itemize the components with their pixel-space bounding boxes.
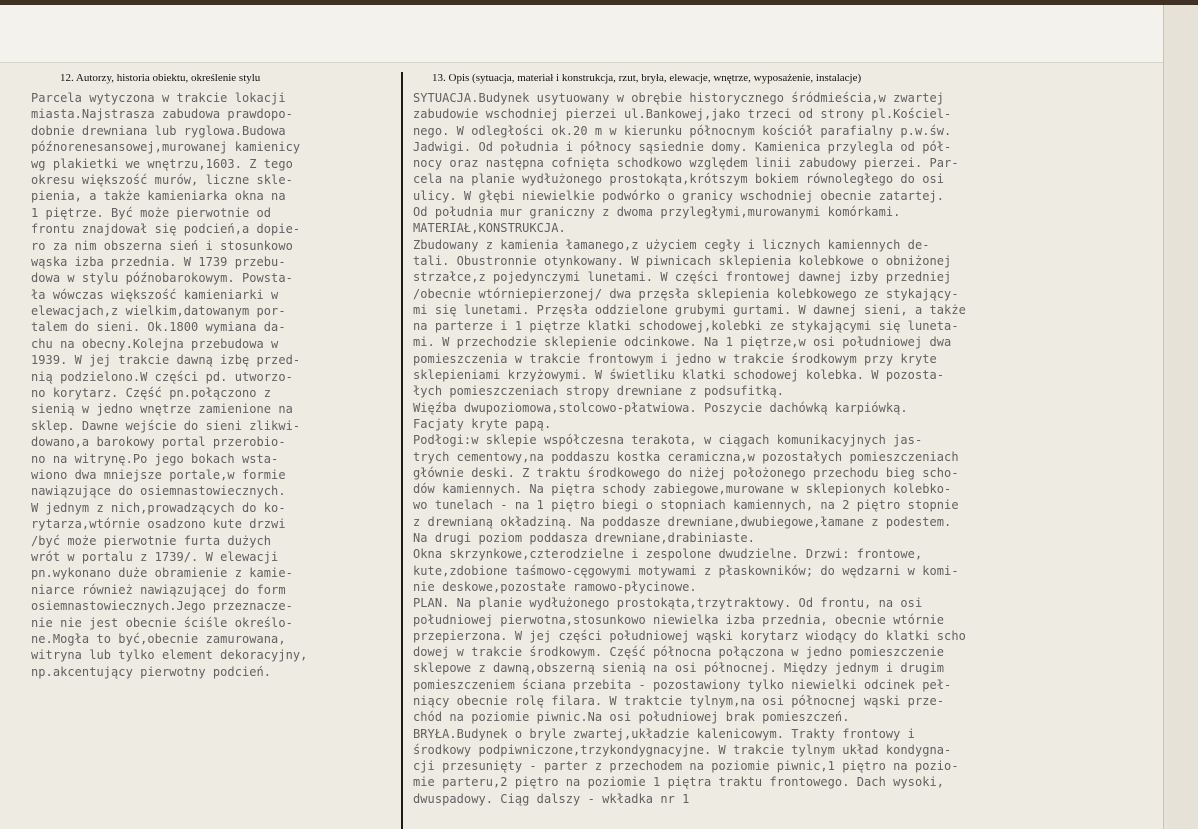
text-line: W jednym z nich,prowadzących do ko- (31, 500, 286, 515)
text-line: pienia, a także kamieniarka okna na (31, 189, 286, 204)
text-line: pn.wykonano duże obramienie z kamie- (31, 566, 293, 581)
text-line: Jadwigi. Od południa i północy sąsiednie domy. Kamienica przylegla od pół- (413, 139, 952, 154)
text-line: głównie deski. Z traktu środkowego do niżej położonego przechodu bieg scho- (413, 465, 959, 480)
text-line: zabudowie wschodniej pierzei ul.Bankowej,jako trzeci od strony pl.Kościel- (413, 107, 952, 122)
scan-border (0, 0, 1198, 5)
text-line: Zbudowany z kamienia łamanego,z użyciem cegły i licznych kamiennych de- (413, 237, 930, 252)
text-line: SYTUACJA.Budynek usytuowany w obrębie historycznego śródmieścia,w zwartej (413, 91, 945, 105)
text-line: łych pomieszczeniach stropy drewniane z podsufitką. (413, 384, 785, 399)
text-line: Więźba dwupoziomowa,stolcowo-płatwiowa. Poszycie dachówką karpiówką. (413, 400, 908, 415)
text-line: PLAN. Na planie wydłużonego prostokąta,trzytraktowy. Od frontu, na osi (413, 596, 923, 611)
text-line: mie parteru,2 piętro na poziomie 1 piętra traktu frontowego. Dach wysoki, (413, 775, 945, 790)
text-line: no korytarz. Część pn.połączono z (31, 386, 272, 401)
text-line: nią podzielono.W części pd. utworzo- (31, 369, 293, 384)
text-line: /obecnie wtórniepierzonej/ dwa przęsła sklepienia kolebkowego ze stykający- (413, 286, 959, 301)
text-line: dowa w stylu późnobarokowym. Powsta- (31, 271, 293, 286)
text-line: Na drugi poziom poddasza drewniane,drabiniaste. (413, 531, 755, 546)
text-line: Okna skrzynkowe,czterodzielne i zespolone dwudzielne. Drzwi: frontowe, (413, 547, 923, 562)
text-line: miasta.Najstrasza zabudowa prawdopo- (31, 107, 293, 122)
text-line: wo tunelach - na 1 piętro biegi o stopniach kamiennych, na 2 piętro stopnie (413, 498, 959, 513)
text-line: Od południa mur graniczny z dwoma przyległymi,murowanymi komórkami. (413, 205, 901, 220)
text-line: mi się lunetami. Przęsła oddzielone grubymi gurtami. W dawnej sieni, a także (413, 302, 966, 317)
text-line: sklep. Dawne wejście do sieni zlikwi- (31, 418, 301, 433)
text-line: okresu większość murów, liczne skle- (31, 172, 293, 187)
text-line: ulicy. W głębi niewielkie podwórko o granicy wschodniej obecnie zatartej. (413, 188, 945, 203)
text-line: mi. W przechodzie sklepienie odcinkowe. Na 1 piętrze,w osi południowej dwa (413, 335, 952, 350)
text-line: kute,zdobione taśmowo-cęgowymi motywami z płaskowników; do wędzarni w komi- (413, 563, 959, 578)
text-line: 1939. W jej trakcie dawną izbę przed- (31, 353, 301, 368)
text-line: środkowy podpiwniczone,trzykondygnacyjne. W trakcie tylnym układ kondygna- (413, 742, 952, 757)
text-line: pomieszczeniem ściana przebita - pozostawiony tylko niewielki odcinek peł- (413, 677, 952, 692)
history-text-column (31, 90, 401, 680)
text-line: trych cementowy,na poddaszu kostka ceramiczna,w pozostałych pomieszczeniach (413, 449, 959, 464)
text-line: nocy oraz następna cofnięta schodkowo względem linii zabudowy pierzei. Par- (413, 156, 959, 171)
text-line: na parterze i 1 piętrze klatki schodowej,kolebki ze stykającymi się luneta- (413, 319, 959, 334)
blank-header-band (0, 4, 1166, 63)
text-line: późnorenesansowej,murowanej kamienicy (31, 140, 301, 155)
text-line: osiemnastowiecznych.Jego przeznacze- (31, 599, 293, 614)
text-line: nawiązujące do osiemnastowiecznych. (31, 484, 286, 499)
column-divider (401, 72, 403, 829)
text-line: Parcela wytyczona w trakcie lokacji (31, 91, 286, 105)
text-line: wg plakietki we wnętrzu,1603. Z tego (31, 156, 293, 171)
text-line: /być może pierwotnie furta dużych (31, 533, 272, 548)
text-line: MATERIAŁ,KONSTRUKCJA. (413, 221, 566, 236)
text-line: chód na poziomie piwnic.Na osi południowej brak pomieszczeń. (413, 710, 850, 725)
text-line: niący obecnie rolę filara. W traktcie tylnym,na osi północnej wąski prze- (413, 693, 945, 708)
text-line: elewacjach,z wielkim,datowanym por- (31, 304, 286, 319)
text-line: z drewnianą okładziną. Na poddasze drewniane,dwubiegowe,łamane z podestem. (413, 514, 952, 529)
text-line: wrót w portalu z 1739/. W elewacji (31, 549, 279, 564)
text-line: nie nie jest obecnie ściśle określo- (31, 615, 293, 630)
text-line: niarce również nawiązującej do form (31, 582, 286, 597)
text-line: sklepowe z dawną,obszerną sienią na osi północnej. Między jednym i drugim (413, 661, 945, 676)
text-line: wiono dwa mniejsze portale,w formie (31, 467, 286, 482)
text-line: dowej w trakcie środkowym. Część północna połączona w jedno pomieszczenie (413, 645, 945, 660)
text-line: rytarza,wtórnie osadzono kute drzwi (31, 517, 286, 532)
section-13-header: 13. Opis (sytuacja, materiał i konstrukcja, rzut, bryła, elewacje, wnętrze, wyposażenie, instalacje) (432, 72, 862, 84)
text-line: witryna lub tylko element dekoracyjny, (31, 648, 308, 663)
text-line: wąska izba przednia. W 1739 przebu- (31, 254, 286, 269)
text-line: dów kamiennych. Na piętra schody zabiegowe,murowane w sklepionych kolebko- (413, 482, 952, 497)
description-text-column (413, 90, 1183, 807)
text-line: frontu znajdował się podcień,a dopie- (31, 222, 301, 237)
text-line: BRYŁA.Budynek o bryle zwartej,układzie kalenicowym. Trakty frontowy i (413, 726, 915, 741)
text-line: sienią w jedno wnętrze zamienione na (31, 402, 293, 417)
text-line: południowej pierwotna,stosunkowo niewielka izba przednia, obecnie wtórnie (413, 612, 945, 627)
section-12-header: 12. Autorzy, historia obiektu, określenie stylu (60, 72, 261, 84)
text-line: pomieszczenia w trakcie frontowym i jedno w trakcie środkowym przy kryte (413, 351, 937, 366)
text-line: dwuspadowy. Ciąg dalszy - wkładka nr 1 (413, 791, 690, 806)
text-line: np.akcentujący pierwotny podcień. (31, 664, 272, 679)
text-line: tali. Obustronnie otynkowany. W piwnicach sklepienia kolebkowe o obniżonej (413, 253, 952, 268)
text-line: strzałce,z pojedynczymi lunetami. W części frontowej dawnej izby przedniej (413, 270, 952, 285)
text-line: przepierzona. W jej części południowej wąski korytarz wiodący do klatki scho (413, 628, 966, 643)
text-line: talem do sieni. Ok.1800 wymiana da- (31, 320, 286, 335)
text-line: no na witrynę.Po jego bokach wsta- (31, 451, 279, 466)
text-line: nie deskowe,pozostałe ramowo-płycinowe. (413, 579, 697, 594)
text-line: dobnie drewniana lub ryglowa.Budowa (31, 123, 286, 138)
text-line: sklepieniami krzyżowymi. W świetliku klatki schodowej kolebka. W pozosta- (413, 368, 945, 383)
text-line: ła wówczas większość kamieniarki w (31, 287, 279, 302)
text-line: chu na obecny.Kolejna przebudowa w (31, 336, 279, 351)
text-line: ro za nim obszerna sień i stosunkowo (31, 238, 293, 253)
text-line: Facjaty kryte papą. (413, 416, 552, 431)
text-line: Podłogi:w sklepie współczesna terakota, w ciągach komunikacyjnych jas- (413, 433, 923, 448)
text-line: ne.Mogła to być,obecnie zamurowana, (31, 631, 286, 646)
text-line: cela na planie wydłużonego prostokąta,krótszym bokiem równoległego do osi (413, 172, 945, 187)
text-line: cji przesunięty - parter z przechodem na poziomie piwnic,1 piętro na pozio- (413, 759, 959, 774)
text-line: 1 piętrze. Być może pierwotnie od (31, 205, 272, 220)
text-line: nego. W odległości ok.20 m w kierunku północnym kościół parafialny p.w.św. (413, 123, 952, 138)
text-line: dowano,a barokowy portal przerobio- (31, 435, 286, 450)
